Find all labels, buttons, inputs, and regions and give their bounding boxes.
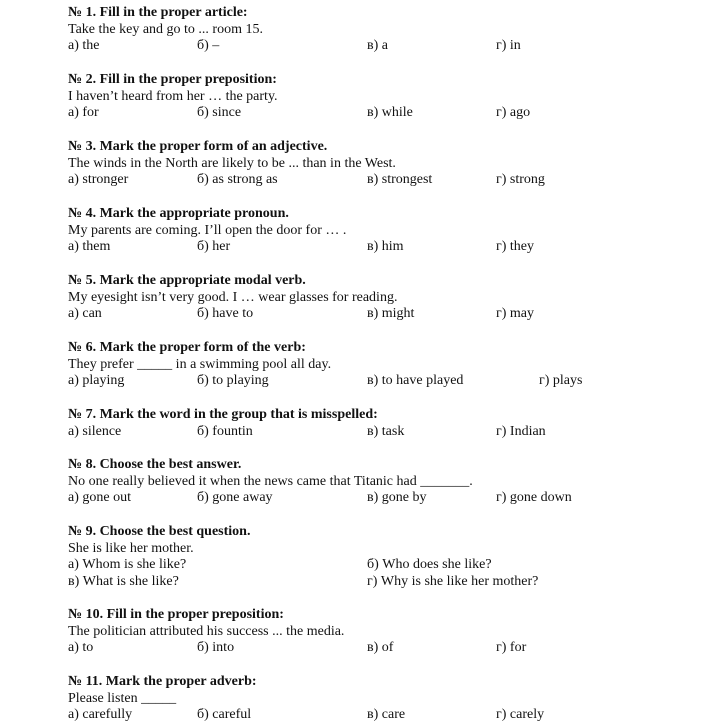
option-b[interactable]: б) her	[197, 239, 231, 254]
question-2	[68, 72, 718, 122]
question-text: Please listen _____	[68, 690, 177, 706]
question-title: № 10. Fill in the proper preposition:	[68, 607, 284, 622]
option-a[interactable]: а) for	[68, 105, 99, 120]
answer-options	[68, 490, 718, 507]
option-a[interactable]: а) can	[68, 306, 102, 321]
option-d[interactable]: г) gone down	[496, 490, 572, 505]
answer-options	[68, 707, 718, 724]
question-7	[68, 407, 718, 441]
option-b[interactable]: б) as strong as	[197, 172, 278, 187]
question-title: № 1. Fill in the proper article:	[68, 5, 248, 20]
question-title: № 3. Mark the proper form of an adjective.	[68, 139, 328, 154]
option-b[interactable]: б) have to	[197, 306, 254, 321]
question-title: № 5. Mark the appropriate modal verb.	[68, 273, 306, 288]
option-c[interactable]: в) of	[367, 640, 394, 655]
option-b[interactable]: б) since	[197, 105, 242, 120]
answer-options-row-1	[68, 557, 718, 574]
option-c[interactable]: в) to have played	[367, 373, 464, 388]
question-title: № 2. Fill in the proper preposition:	[68, 72, 277, 87]
question-1	[68, 5, 718, 55]
answer-options	[68, 373, 718, 390]
option-a[interactable]: а) carefully	[68, 707, 133, 722]
option-d[interactable]: г) they	[496, 239, 535, 254]
answer-options-row-2	[68, 574, 718, 591]
option-b[interactable]: б) into	[197, 640, 235, 655]
option-d[interactable]: г) ago	[496, 105, 531, 120]
option-c[interactable]: в) What is she like?	[68, 574, 179, 589]
answer-options	[68, 38, 718, 55]
option-a[interactable]: а) playing	[68, 373, 125, 388]
question-text: They prefer _____ in a swimming pool all day.	[68, 356, 332, 372]
answer-options	[68, 640, 718, 657]
option-c[interactable]: в) while	[367, 105, 413, 120]
question-text: My parents are coming. I’ll open the door for … .	[68, 222, 347, 238]
question-title: № 9. Choose the best question.	[68, 524, 251, 539]
option-a[interactable]: а) stronger	[68, 172, 129, 187]
question-title: № 7. Mark the word in the group that is misspelled:	[68, 407, 378, 422]
option-c[interactable]: в) strongest	[367, 172, 433, 187]
option-c[interactable]: в) him	[367, 239, 404, 254]
option-a[interactable]: а) them	[68, 239, 111, 254]
option-d[interactable]: г) in	[496, 38, 521, 53]
question-text: The politician attributed his success ... the media.	[68, 623, 345, 639]
question-text: Take the key and go to ... room 15.	[68, 21, 263, 37]
question-title: № 4. Mark the appropriate pronoun.	[68, 206, 289, 221]
option-c[interactable]: в) might	[367, 306, 415, 321]
option-b[interactable]: б) to playing	[197, 373, 269, 388]
answer-options	[68, 306, 718, 323]
question-6	[68, 340, 718, 390]
option-b[interactable]: б) careful	[197, 707, 252, 722]
question-text: No one really believed it when the news came that Titanic had _______.	[68, 473, 473, 489]
question-title: № 6. Mark the proper form of the verb:	[68, 340, 306, 355]
option-a[interactable]: а) gone out	[68, 490, 131, 505]
option-d[interactable]: г) Why is she like her mother?	[367, 574, 539, 589]
question-text: My eyesight isn’t very good. I … wear glasses for reading.	[68, 289, 398, 305]
option-d[interactable]: г) for	[496, 640, 527, 655]
option-a[interactable]: а) to	[68, 640, 94, 655]
answer-options	[68, 239, 718, 256]
answer-options	[68, 424, 718, 441]
question-text: She is like her mother.	[68, 540, 194, 556]
option-a[interactable]: а) silence	[68, 423, 122, 439]
option-c[interactable]: в) task	[367, 423, 405, 439]
option-d[interactable]: г) strong	[496, 172, 545, 187]
question-11	[68, 674, 718, 724]
option-d[interactable]: г) plays	[539, 373, 583, 388]
option-b[interactable]: б) Who does she like?	[367, 557, 492, 572]
option-b[interactable]: б) gone away	[197, 490, 273, 505]
question-text: The winds in the North are likely to be ... than in the West.	[68, 155, 396, 171]
question-3	[68, 139, 718, 189]
answer-options	[68, 105, 718, 122]
option-c[interactable]: в) care	[367, 707, 406, 722]
question-title: № 11. Mark the proper adverb:	[68, 674, 257, 689]
option-b[interactable]: б) –	[197, 38, 220, 53]
question-9	[68, 524, 718, 591]
question-10	[68, 607, 718, 657]
answer-options	[68, 172, 718, 189]
option-a[interactable]: а) Whom is she like?	[68, 557, 187, 572]
question-text: I haven’t heard from her … the party.	[68, 88, 278, 104]
option-d[interactable]: г) Indian	[496, 423, 546, 439]
option-a[interactable]: а) the	[68, 38, 100, 53]
option-c[interactable]: в) gone by	[367, 490, 427, 505]
question-8	[68, 457, 718, 507]
option-d[interactable]: г) carely	[496, 707, 545, 722]
option-b[interactable]: б) fountin	[197, 423, 253, 439]
question-4	[68, 206, 718, 256]
question-5	[68, 273, 718, 323]
option-c[interactable]: в) a	[367, 38, 388, 53]
option-d[interactable]: г) may	[496, 306, 535, 321]
question-title: № 8. Choose the best answer.	[68, 457, 242, 472]
